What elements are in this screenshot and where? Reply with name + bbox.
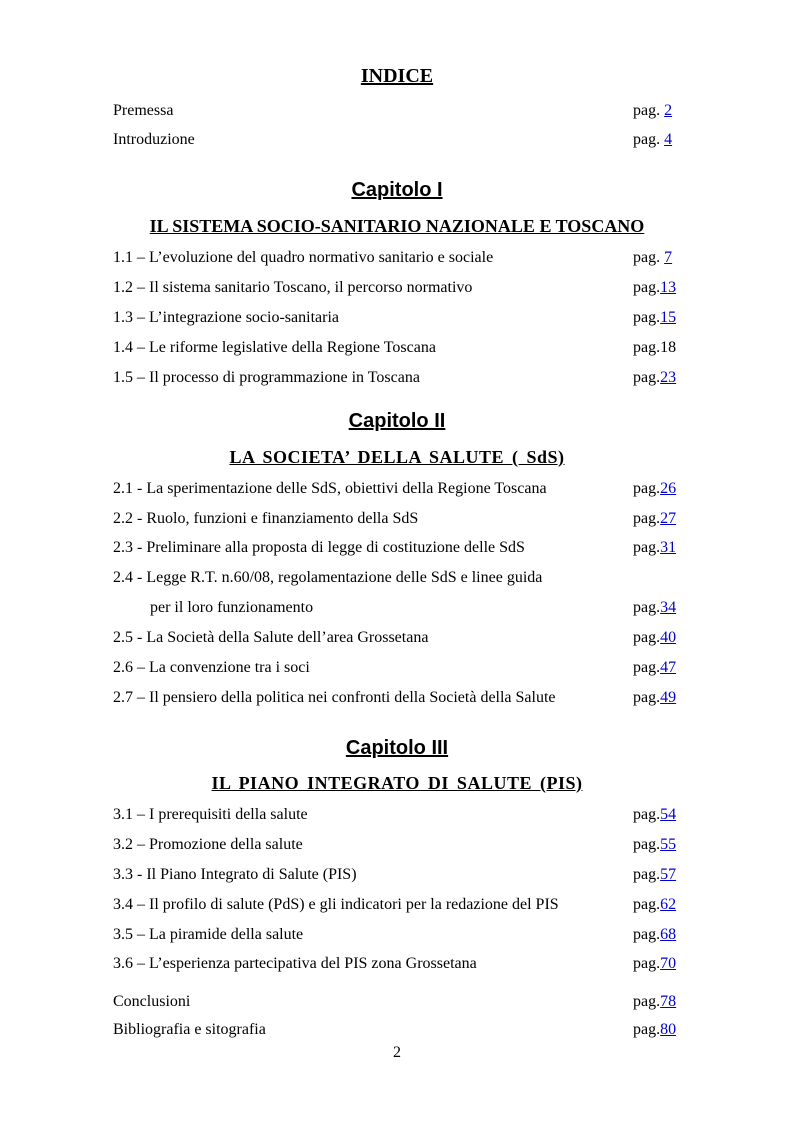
page-number: 2 — [393, 1044, 401, 1061]
index-title: INDICE — [360, 65, 434, 87]
toc-entry-page: pag.23 — [633, 369, 677, 386]
toc-entry-label: 3.3 - Il Piano Integrato di Salute (PIS) — [113, 866, 357, 883]
chapter-heading: Capitolo I — [351, 179, 443, 201]
page-link[interactable]: 49 — [660, 689, 677, 706]
page-link[interactable]: 54 — [660, 806, 677, 823]
toc-entry-page: pag.40 — [633, 629, 677, 646]
toc-entry-page: pag.15 — [633, 309, 677, 326]
page-link[interactable]: 57 — [660, 866, 677, 883]
page-link[interactable]: 62 — [660, 896, 677, 913]
chapter-subtitle: IL SISTEMA SOCIO-SANITARIO NAZIONALE E TOSCANO — [149, 216, 645, 236]
page-link[interactable]: 68 — [660, 926, 677, 943]
toc-entry-page: pag.26 — [633, 480, 677, 497]
toc-entry-label: 3.4 – Il profilo di salute (PdS) e gli indicatori per la redazione del PIS — [113, 896, 559, 913]
toc-entry-label: 2.6 – La convenzione tra i soci — [113, 659, 310, 676]
toc-entry-label: 2.4 - Legge R.T. n.60/08, regolamentazione delle SdS e linee guida — [113, 569, 543, 586]
toc-entry-page: pag. 4 — [633, 131, 673, 148]
page-link[interactable]: 40 — [660, 629, 677, 646]
page-link[interactable]: 80 — [660, 1021, 677, 1038]
page-link[interactable]: 70 — [660, 955, 677, 972]
toc-entry-page: pag.62 — [633, 896, 677, 913]
toc-entry-page: pag.68 — [633, 926, 677, 943]
toc-entry-page: pag.34 — [633, 599, 677, 616]
toc-entry-label: 3.2 – Promozione della salute — [113, 836, 303, 853]
toc-entry-page: pag.55 — [633, 836, 677, 853]
chapter-subtitle: IL PIANO INTEGRATO DI SALUTE (PIS) — [211, 773, 583, 793]
page-link[interactable]: 78 — [660, 993, 677, 1010]
toc-entry-page: pag. 7 — [633, 249, 673, 266]
toc-entry-page: pag.27 — [633, 510, 677, 527]
toc-entry-label: 1.1 – L’evoluzione del quadro normativo sanitario e sociale — [113, 249, 494, 266]
chapter-heading: Capitolo II — [348, 410, 446, 432]
toc-entry-page: pag.47 — [633, 659, 677, 676]
toc-entry-page: pag.31 — [633, 539, 677, 556]
page-link[interactable]: 4 — [664, 131, 673, 148]
toc-entry-label: Premessa — [113, 102, 174, 119]
toc-entry-page: pag.57 — [633, 866, 677, 883]
toc-entry-label: 3.1 – I prerequisiti della salute — [113, 806, 308, 823]
page-link[interactable]: 13 — [660, 279, 677, 296]
toc-entry-label: Introduzione — [113, 131, 195, 148]
toc-entry-page: pag.18 — [633, 339, 677, 356]
toc-entry-label: 2.1 - La sperimentazione delle SdS, obiettivi della Regione Toscana — [113, 480, 547, 497]
chapter-heading: Capitolo III — [345, 737, 449, 759]
page-link[interactable]: 55 — [660, 836, 677, 853]
toc-entry-label: per il loro funzionamento — [150, 599, 314, 616]
page-link[interactable]: 27 — [660, 510, 677, 527]
toc-entry-page: pag.80 — [633, 1021, 677, 1038]
toc-entry-label: 1.3 – L’integrazione socio-sanitaria — [113, 309, 339, 326]
toc-entry-label: 1.5 – Il processo di programmazione in Toscana — [113, 369, 420, 386]
page-link[interactable]: 34 — [660, 599, 677, 616]
chapter-subtitle: LA SOCIETA’ DELLA SALUTE ( SdS) — [229, 447, 565, 467]
toc-entry-label: Conclusioni — [113, 993, 191, 1010]
toc-entry-label: 2.3 - Preliminare alla proposta di legge di costituzione delle SdS — [113, 539, 525, 556]
page-link[interactable]: 7 — [664, 249, 673, 266]
toc-entry-label: 1.2 – Il sistema sanitario Toscano, il percorso normativo — [113, 279, 473, 296]
toc-entry-page: pag. 2 — [633, 102, 673, 119]
toc-entry-label: 3.5 – La piramide della salute — [113, 926, 304, 943]
page-link[interactable]: 2 — [664, 102, 673, 119]
toc-entry-label: 3.6 – L’esperienza partecipativa del PIS zona Grossetana — [113, 955, 477, 972]
toc-entry-page: pag.78 — [633, 993, 677, 1010]
toc-entry-label: 2.7 – Il pensiero della politica nei confronti della Società della Salute — [113, 689, 556, 706]
toc-entry-label: 1.4 – Le riforme legislative della Regione Toscana — [113, 339, 436, 356]
toc-entry-label: 2.2 - Ruolo, funzioni e finanziamento della SdS — [113, 510, 419, 527]
toc-entry-label: 2.5 - La Società della Salute dell’area Grossetana — [113, 629, 429, 646]
toc-entry-page: pag.13 — [633, 279, 677, 296]
toc-entry-page: pag.70 — [633, 955, 677, 972]
toc-entry-label: Bibliografia e sitografia — [113, 1021, 266, 1038]
toc-entry-page: pag.49 — [633, 689, 677, 706]
toc-entry-page: pag.54 — [633, 806, 677, 823]
page-link[interactable]: 23 — [660, 369, 677, 386]
page-link[interactable]: 26 — [660, 480, 677, 497]
page-link[interactable]: 47 — [660, 659, 677, 676]
page-link[interactable]: 31 — [660, 539, 677, 556]
page-link[interactable]: 15 — [660, 309, 677, 326]
